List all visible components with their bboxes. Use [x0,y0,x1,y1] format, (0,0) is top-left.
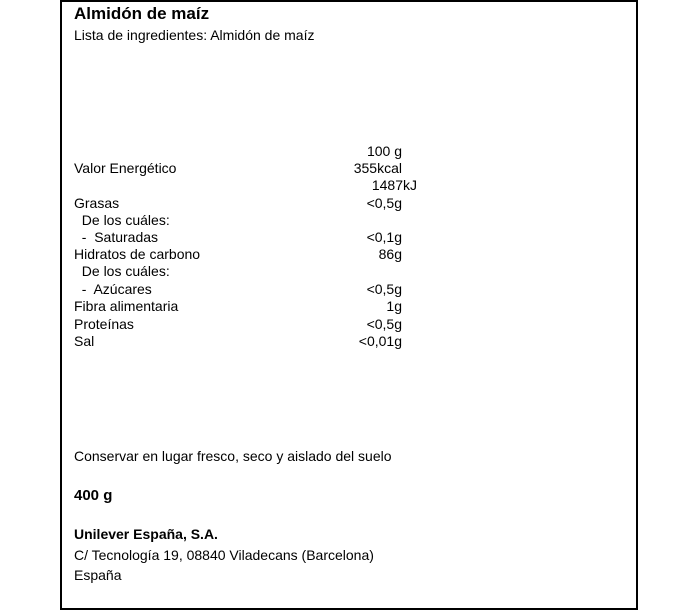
nutrition-value-saturated: <0,1g [366,229,402,245]
nutrition-value-energy-kcal: 355kcal [353,160,402,176]
nutrition-value-fat: <0,5g [366,195,402,211]
nutrition-label-saturated: - Saturadas [74,229,159,245]
nutrition-value-fibre: 1g [386,298,402,314]
nutrition-label-protein: Proteínas [74,316,134,332]
nutrition-label-fat: Grasas [74,195,120,211]
nutrition-label-salt: Sal [74,333,95,349]
storage-instructions: Conservar en lugar fresco, seco y aislado del suelo [74,448,392,464]
nutrition-value-protein: <0,5g [366,316,402,332]
nutrition-value-carbohydrates: 86g [378,246,402,262]
company-country: España [74,567,122,583]
company-name: Unilever España, S.A. [74,526,218,542]
nutrition-value-sugars: <0,5g [366,281,402,297]
net-weight: 400 g [74,487,113,504]
nutrition-label-fibre: Fibra alimentaria [74,298,179,314]
nutrition-label-of-which-carbs: De los cuáles: [74,263,170,279]
nutrition-label-energy: Valor Energético [74,160,177,176]
product-title: Almidón de maíz [74,4,210,23]
nutrition-value-energy-kj: 1487kJ [371,177,417,193]
company-address: C/ Tecnología 19, 08840 Viladecans (Barcelona) [74,547,374,563]
nutrition-label-carbohydrates: Hidratos de carbono [74,246,201,262]
nutrition-label-sugars: - Azúcares [74,281,152,297]
nutrition-value-salt: <0,01g [358,333,402,349]
nutrition-label-of-which-fat: De los cuáles: [74,212,170,228]
ingredients-list: Lista de ingredientes: Almidón de maíz [74,27,315,43]
nutrition-column-header: 100 g [366,143,402,159]
